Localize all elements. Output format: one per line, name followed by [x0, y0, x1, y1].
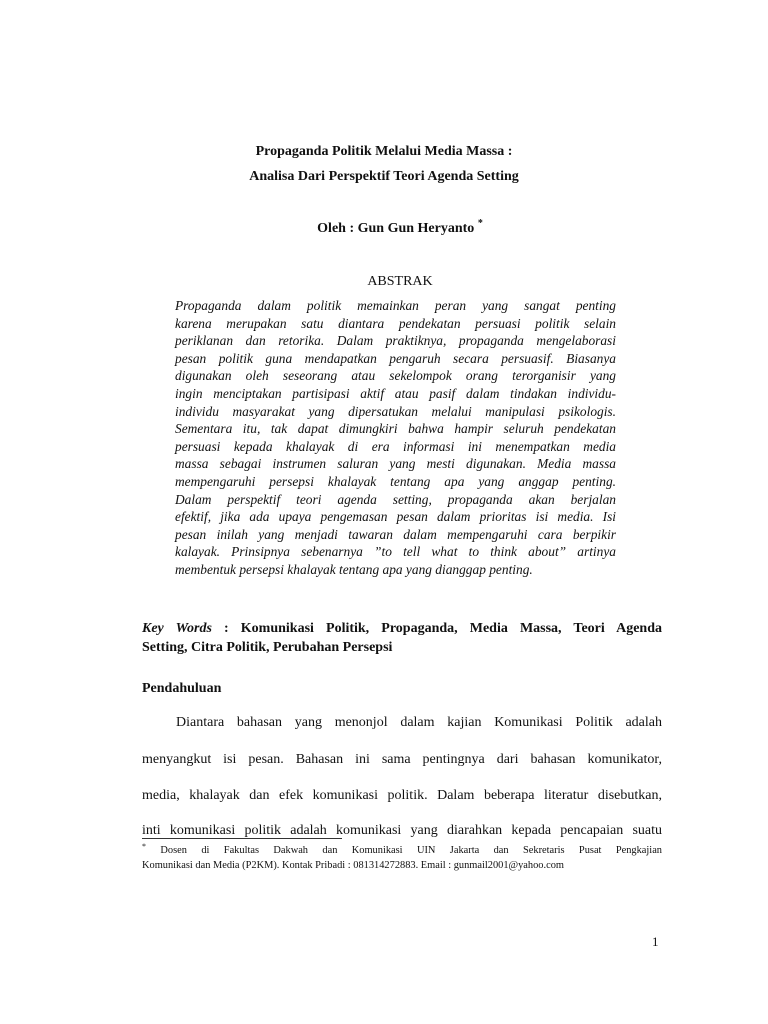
keywords-line-1 [142, 619, 662, 638]
author-name: Oleh : Gun Gun Heryanto [317, 221, 475, 236]
abstract-line: Propaganda dalam politik memainkan peran yang sangat penting [175, 298, 616, 313]
abstract-line: Sementara itu, tak dapat dimungkiri bahwa hampir seluruh pendekatan [175, 421, 616, 437]
abstract-line: massa sebagai instrumen saluran yang mesti digunakan. Media massa [175, 456, 616, 472]
footnote-marker: * [142, 842, 146, 851]
abstract-line: mempengaruhi persepsi khalayak tentang apa yang anggap penting. [175, 473, 616, 489]
abstract-line: persuasi kepada khalayak di era informasi ini menempatkan media [175, 438, 616, 454]
footnote-divider [142, 838, 342, 839]
abstract-line: ingin menciptakan partisipasi aktif atau pasif dalam tindakan individu- [175, 385, 616, 401]
section-heading: Pendahuluan [142, 681, 222, 696]
footnote-text-2: Komunikasi dan Media (P2KM). Kontak Pribadi : 081314272883. Email : gunmail2001@yahoo.com [142, 860, 564, 871]
title-line-2: Analisa Dari Perspektif Teori Agenda Setting [249, 169, 519, 184]
footnote [142, 843, 662, 873]
keywords-list-part-1: : Komunikasi Politik, Propaganda, Media Massa, Teori Agenda [211, 621, 662, 636]
keywords-label: Key Words [142, 621, 212, 636]
abstract-heading: ABSTRAK [367, 274, 433, 289]
abstract-line: efektif, jika ada upaya pengemasan pesan dalam prioritas isi media. Isi [175, 509, 616, 525]
body-line: inti komunikasi politik adalah komunikasi yang diarahkan kepada pencapaian suatu [142, 823, 662, 838]
body-line: Diantara bahasan yang menonjol dalam kajian Komunikasi Politik adalah [176, 715, 662, 730]
abstract-line: pesan politik guna mendapatkan pengaruh secara persuasif. Biasanya [175, 350, 616, 366]
abstract-text [175, 297, 616, 579]
page-number: 1 [652, 934, 659, 949]
title-line-1: Propaganda Politik Melalui Media Massa : [255, 144, 513, 159]
body-line: media, khalayak dan efek komunikasi politik. Dalam beberapa literatur disebutkan, [142, 788, 662, 803]
abstract-line: digunakan oleh seseorang atau sekelompok orang terorganisir yang [175, 368, 616, 384]
footnote-text-1: Dosen di Fakultas Dakwah dan Komunikasi UIN Jakarta dan Sekretaris Pusat Pengkajian [146, 845, 662, 856]
author-footnote-marker: * [477, 218, 483, 229]
abstract-line: periklanan dan retorika. Dalam praktiknya, propaganda mengelaborasi [175, 333, 616, 349]
author-line [0, 220, 768, 238]
abstract-line: kalayak. Prinsipnya sebenarnya ”to tell what to think about” artinya [175, 544, 616, 560]
abstract-line: membentuk persepsi khalayak tentang apa yang dianggap penting. [175, 561, 533, 577]
keywords-list-part-2: Setting, Citra Politik, Perubahan Persepsi [142, 640, 393, 655]
abstract-line: pesan inilah yang menjadi tawaran dalam mempengaruhi cara berpikir [175, 526, 616, 542]
abstract-line: Dalam perspektif teori agenda setting, propaganda akan berjalan [175, 491, 616, 507]
footnote-line-1 [142, 843, 662, 858]
abstract-line: karena merupakan satu diantara pendekatan persuasi politik selain [175, 315, 616, 331]
body-line: menyangkut isi pesan. Bahasan ini sama pentingnya dari bahasan komunikator, [142, 752, 662, 767]
abstract-line: individu masyarakat yang dipersatukan melalui manipulasi psikologis. [175, 403, 616, 419]
keywords-block [142, 619, 662, 657]
